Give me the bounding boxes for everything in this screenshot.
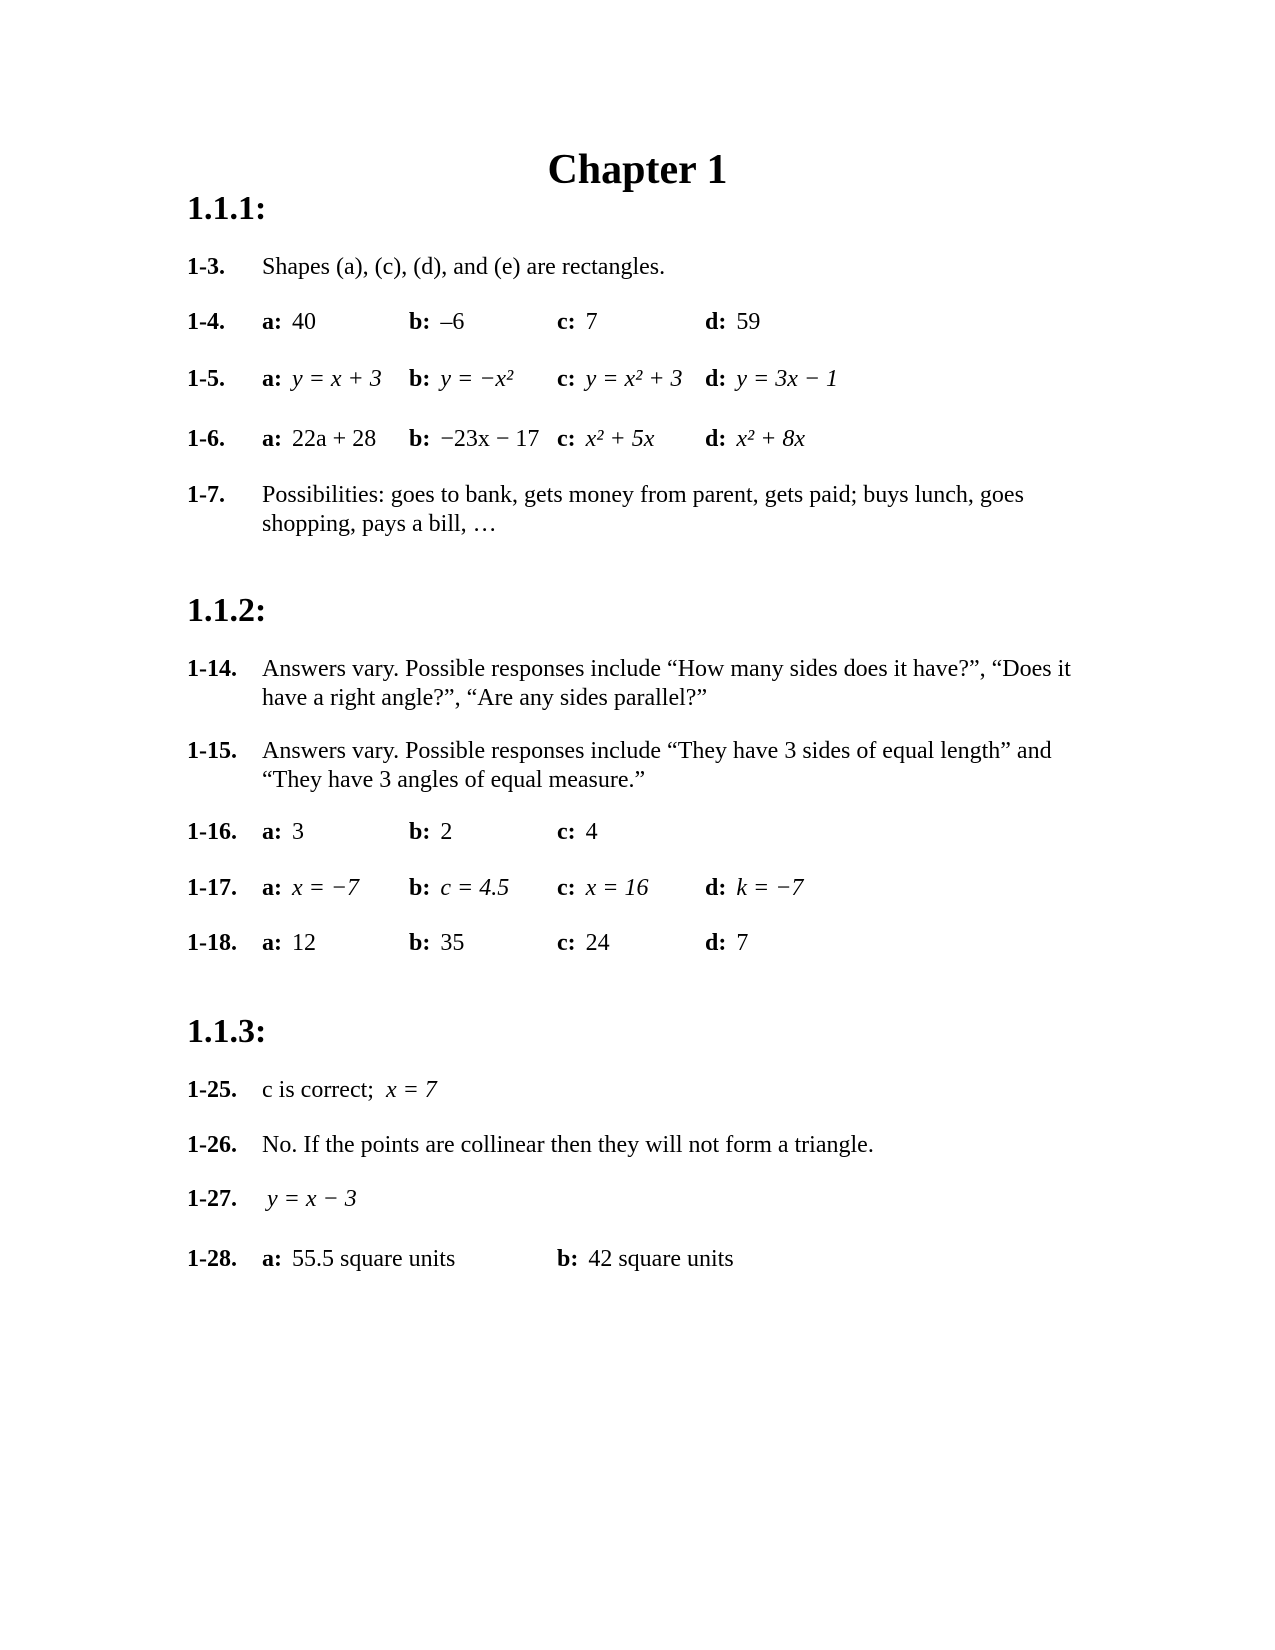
answer-text: Possibilities: goes to bank, gets money from parent, gets paid; buys lunch, goes shopping, pays a bill, … [262,482,1024,537]
problem-number: 1-7. [187,482,225,508]
problem-number: 1-18. [187,930,237,956]
answer-text: Answers vary. Possible responses include “How many sides does it have?”, “Does it have a right angle?”, “Are any sides parallel?” [262,656,1071,711]
answer-part-a: a: 3 [262,819,304,845]
answer-part-b: b: 42 square units [557,1246,734,1272]
answer-part-a: a: 12 [262,930,316,956]
problem-number: 1-14. [187,656,237,682]
answer-part-c: c: x² + 5x [557,426,655,452]
answer-part-d: d: y = 3x − 1 [705,366,839,392]
page-title: Chapter 1 [547,147,728,193]
answer-part-b: b: –6 [409,309,465,335]
answer-part-d: d: 7 [705,930,749,956]
answer-part-b: b: 2 [409,819,453,845]
problem-number: 1-6. [187,426,225,452]
answer-part-c: c: 24 [557,930,610,956]
section-heading-1-1-2: 1.1.2: [187,592,267,629]
answer-text: No. If the points are collinear then they will not form a triangle. [262,1132,874,1158]
problem-number: 1-17. [187,875,237,901]
answer-part-d: d: x² + 8x [705,426,806,452]
answer-part-a: a: 22a + 28 [262,426,377,452]
answer-part-b: b: 35 [409,930,465,956]
problem-number: 1-3. [187,254,225,280]
section-heading-1-1-3: 1.1.3: [187,1013,267,1050]
problem-number: 1-26. [187,1132,237,1158]
answer-part-d: d: k = −7 [705,875,804,901]
answer-part-c: c: x = 16 [557,875,649,901]
answer-text: c is correct; x = 7 [262,1077,437,1103]
answer-part-a: a: 55.5 square units [262,1246,456,1272]
answer-math: y = x − 3 [267,1186,357,1212]
problem-number: 1-27. [187,1186,237,1212]
answer-part-a: a: y = x + 3 [262,366,382,392]
answer-text: Shapes (a), (c), (d), and (e) are rectangles. [262,254,666,280]
section-heading-1-1-1: 1.1.1: [187,190,267,227]
problem-number: 1-15. [187,738,237,764]
answer-part-c: c: 4 [557,819,598,845]
answer-part-c: c: y = x² + 3 [557,366,683,392]
answer-part-b: b: −23x − 17 [409,426,540,452]
answer-part-c: c: 7 [557,309,598,335]
problem-number: 1-25. [187,1077,237,1103]
answer-part-a: a: 40 [262,309,316,335]
problem-number: 1-4. [187,309,225,335]
answer-part-b: b: y = −x² [409,366,514,392]
problem-number: 1-5. [187,366,225,392]
answer-part-b: b: c = 4.5 [409,875,510,901]
answer-text: Answers vary. Possible responses include “They have 3 sides of equal length” and “They have 3 angles of equal measure.” [262,738,1052,793]
answer-part-a: a: x = −7 [262,875,360,901]
problem-number: 1-16. [187,819,237,845]
problem-number: 1-28. [187,1246,237,1272]
answer-part-d: d: 59 [705,309,761,335]
